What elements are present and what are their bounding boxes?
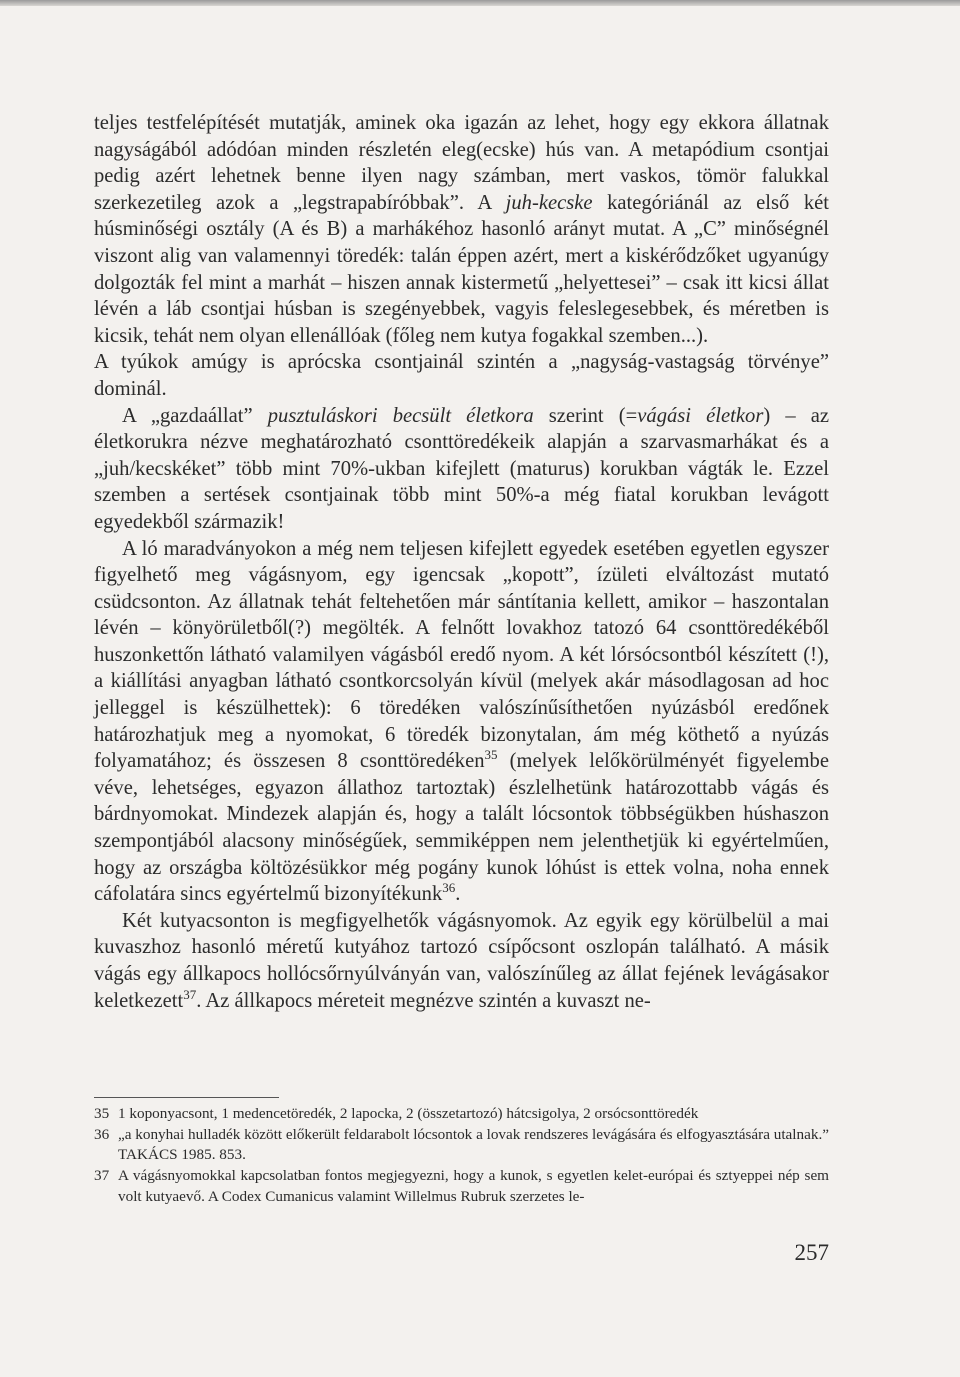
text-run: teljes testfelépítését mutatják, aminek oka igazán az lehet, hogy egy ekkora állatnak nagyságából adódóan minden részletén eleg(ecske) hús van. A metapódium csontjai pedig azért lehetnek benne ilyen nagy számban, mert vaskos, tömör falukkal szerkezetileg azok a „legstrapabíróbbak”. A xyxy=(94,112,829,214)
text-run: (melyek lelőkörülményét figyelembe véve, lehetséges, egyazon állathoz tartoztak) észlelhetünk határozottabb vágás és bárdnyomokat. Mindezek alapján és, hogy a talált lócsontok többségükben húshaszon szempontjából alacsony minőségűek, semmiképpen nem jelenthetjük ki egyértelműen, hogy az országba költözésükkor még pogány kunok lóhúst is ettek volna, noha ennek cáfolatára sincs egyértelmű bizonyítékunk xyxy=(94,750,829,906)
text-run: . xyxy=(455,883,461,906)
paragraph xyxy=(94,908,829,1014)
footnote-text: A vágásnyomokkal kapcsolatban fontos megjegyezni, hogy a kunok, s egyetlen kelet-európai és sztyeppei nép sem volt kutyaevő. A Codex Cumanicus valamint Willelmus Rubruk szerzetes le- xyxy=(118,1167,829,1205)
paragraph xyxy=(94,349,829,402)
footnote-number: 37 xyxy=(94,1167,110,1185)
paragraph xyxy=(94,536,829,908)
body-text xyxy=(94,110,829,1014)
footnote-number: 35 xyxy=(94,1105,110,1122)
text-run: A „gazdaállat” xyxy=(122,404,268,427)
text-run: . Az állkapocs méreteit megnézve szintén a kuvaszt ne- xyxy=(196,989,651,1012)
italic-term: pusztuláskori becsült életkora xyxy=(267,404,534,427)
footnote-text: „a konyhai hulladék között előkerült feldarabolt lócsontok a lovak rendszeres levágására és elfogyasztására utalnak.” TAKÁCS 1985. 853. xyxy=(118,1125,829,1164)
footnote-separator xyxy=(94,1097,279,1098)
footnote-reference: 36 xyxy=(442,880,456,896)
text-run: szerint (= xyxy=(533,404,638,427)
footnote xyxy=(94,1166,829,1207)
footnote-reference: 35 xyxy=(484,747,498,763)
italic-term: vágási életkor xyxy=(637,404,764,427)
footnote-text: 1 koponyacsont, 1 medencetöredék, 2 lapocka, 2 (összetartozó) hátcsigolya, 2 orsócsonttöredék xyxy=(118,1105,699,1122)
text-run: ) – az életkorukra nézve meghatározható csonttöredékeik alapján a szarvasmarhákat és a „juh/kecskéket” több mint 70%-ukban kifejlett (maturus) korukban vágták le. Ezzel szemben a sertések csontjainak több mint 50%-a még fiatal korukban levágott egyedekből származik! xyxy=(94,404,830,533)
footnote-number: 36 xyxy=(94,1125,110,1143)
page-number: 257 xyxy=(794,1240,829,1265)
footnotes xyxy=(94,1104,829,1208)
footnote xyxy=(94,1125,829,1166)
paragraph xyxy=(94,403,829,536)
paragraph xyxy=(94,110,829,349)
text-run: Két kutyacsonton is megfigyelhetők vágásnyomok. Az egyik egy körülbelül a mai kuvaszhoz hasonló méretű kutyához tartozó csípőcsont oszlopán található. A másik vágás egy állkapocs hollócsőrnyúlványán van, valószínűleg az állat fejének levágásakor keletkezett xyxy=(94,909,829,1012)
text-run: A tyúkok amúgy is aprócska csontjainál szintén a „nagyság-vastagság törvénye” dominál. xyxy=(94,351,829,400)
text-run: kategóriánál az első két húsminőségi osztály (A és B) a marhákéhoz hasonló arányt mutat. A „C” minőségnél viszont alig van valamennyi töredék: talán éppen azért, mert a kiskérődzőket ugyanúgy dolgozták fel mint a marhát – hiszen annak kistermetű „helyettesei” – csak itt kicsi állat lévén a láb csontjai húsban is szegényebbek, vagyis feleslegesebbek, és méretben is kicsik, tehát nem olyan ellenállóak (főleg nem kutya fogakkal szemben...). xyxy=(94,191,830,347)
page-top-edge xyxy=(0,0,960,6)
italic-term: juh-kecske xyxy=(505,191,593,214)
footnote-reference: 37 xyxy=(183,986,197,1002)
footnote xyxy=(94,1104,829,1125)
text-run: A ló maradványokon a még nem teljesen kifejlett egyedek esetében egyetlen egyszer figyelhető meg vágásnyom, egy igencsak „kopott”, ízületi elváltozást mutató csüdcsonton. Az állatnak tehát feltehetően már sántítania kellett, amikor – haszontalan lévén – könyörületből(?) megölték. A felnőtt lovakhoz tatozó 64 csonttöredékéből huszonkettőn látható valamilyen vágásból eredő nyom. A két lórsócsontból készített (!), a kiállítási anyagban látható csontkorcsolyán kívül (melyek akár másodlagosan ad hoc jelleggel is készülhettek): 6 töredéken valószínűsíthetően nyúzásból eredőnek határozhatjuk meg a nyomokat, 6 töredék bizonytalan, ám még köthető a nyúzás folyamatához; és összesen 8 csonttöredéken xyxy=(94,537,829,773)
